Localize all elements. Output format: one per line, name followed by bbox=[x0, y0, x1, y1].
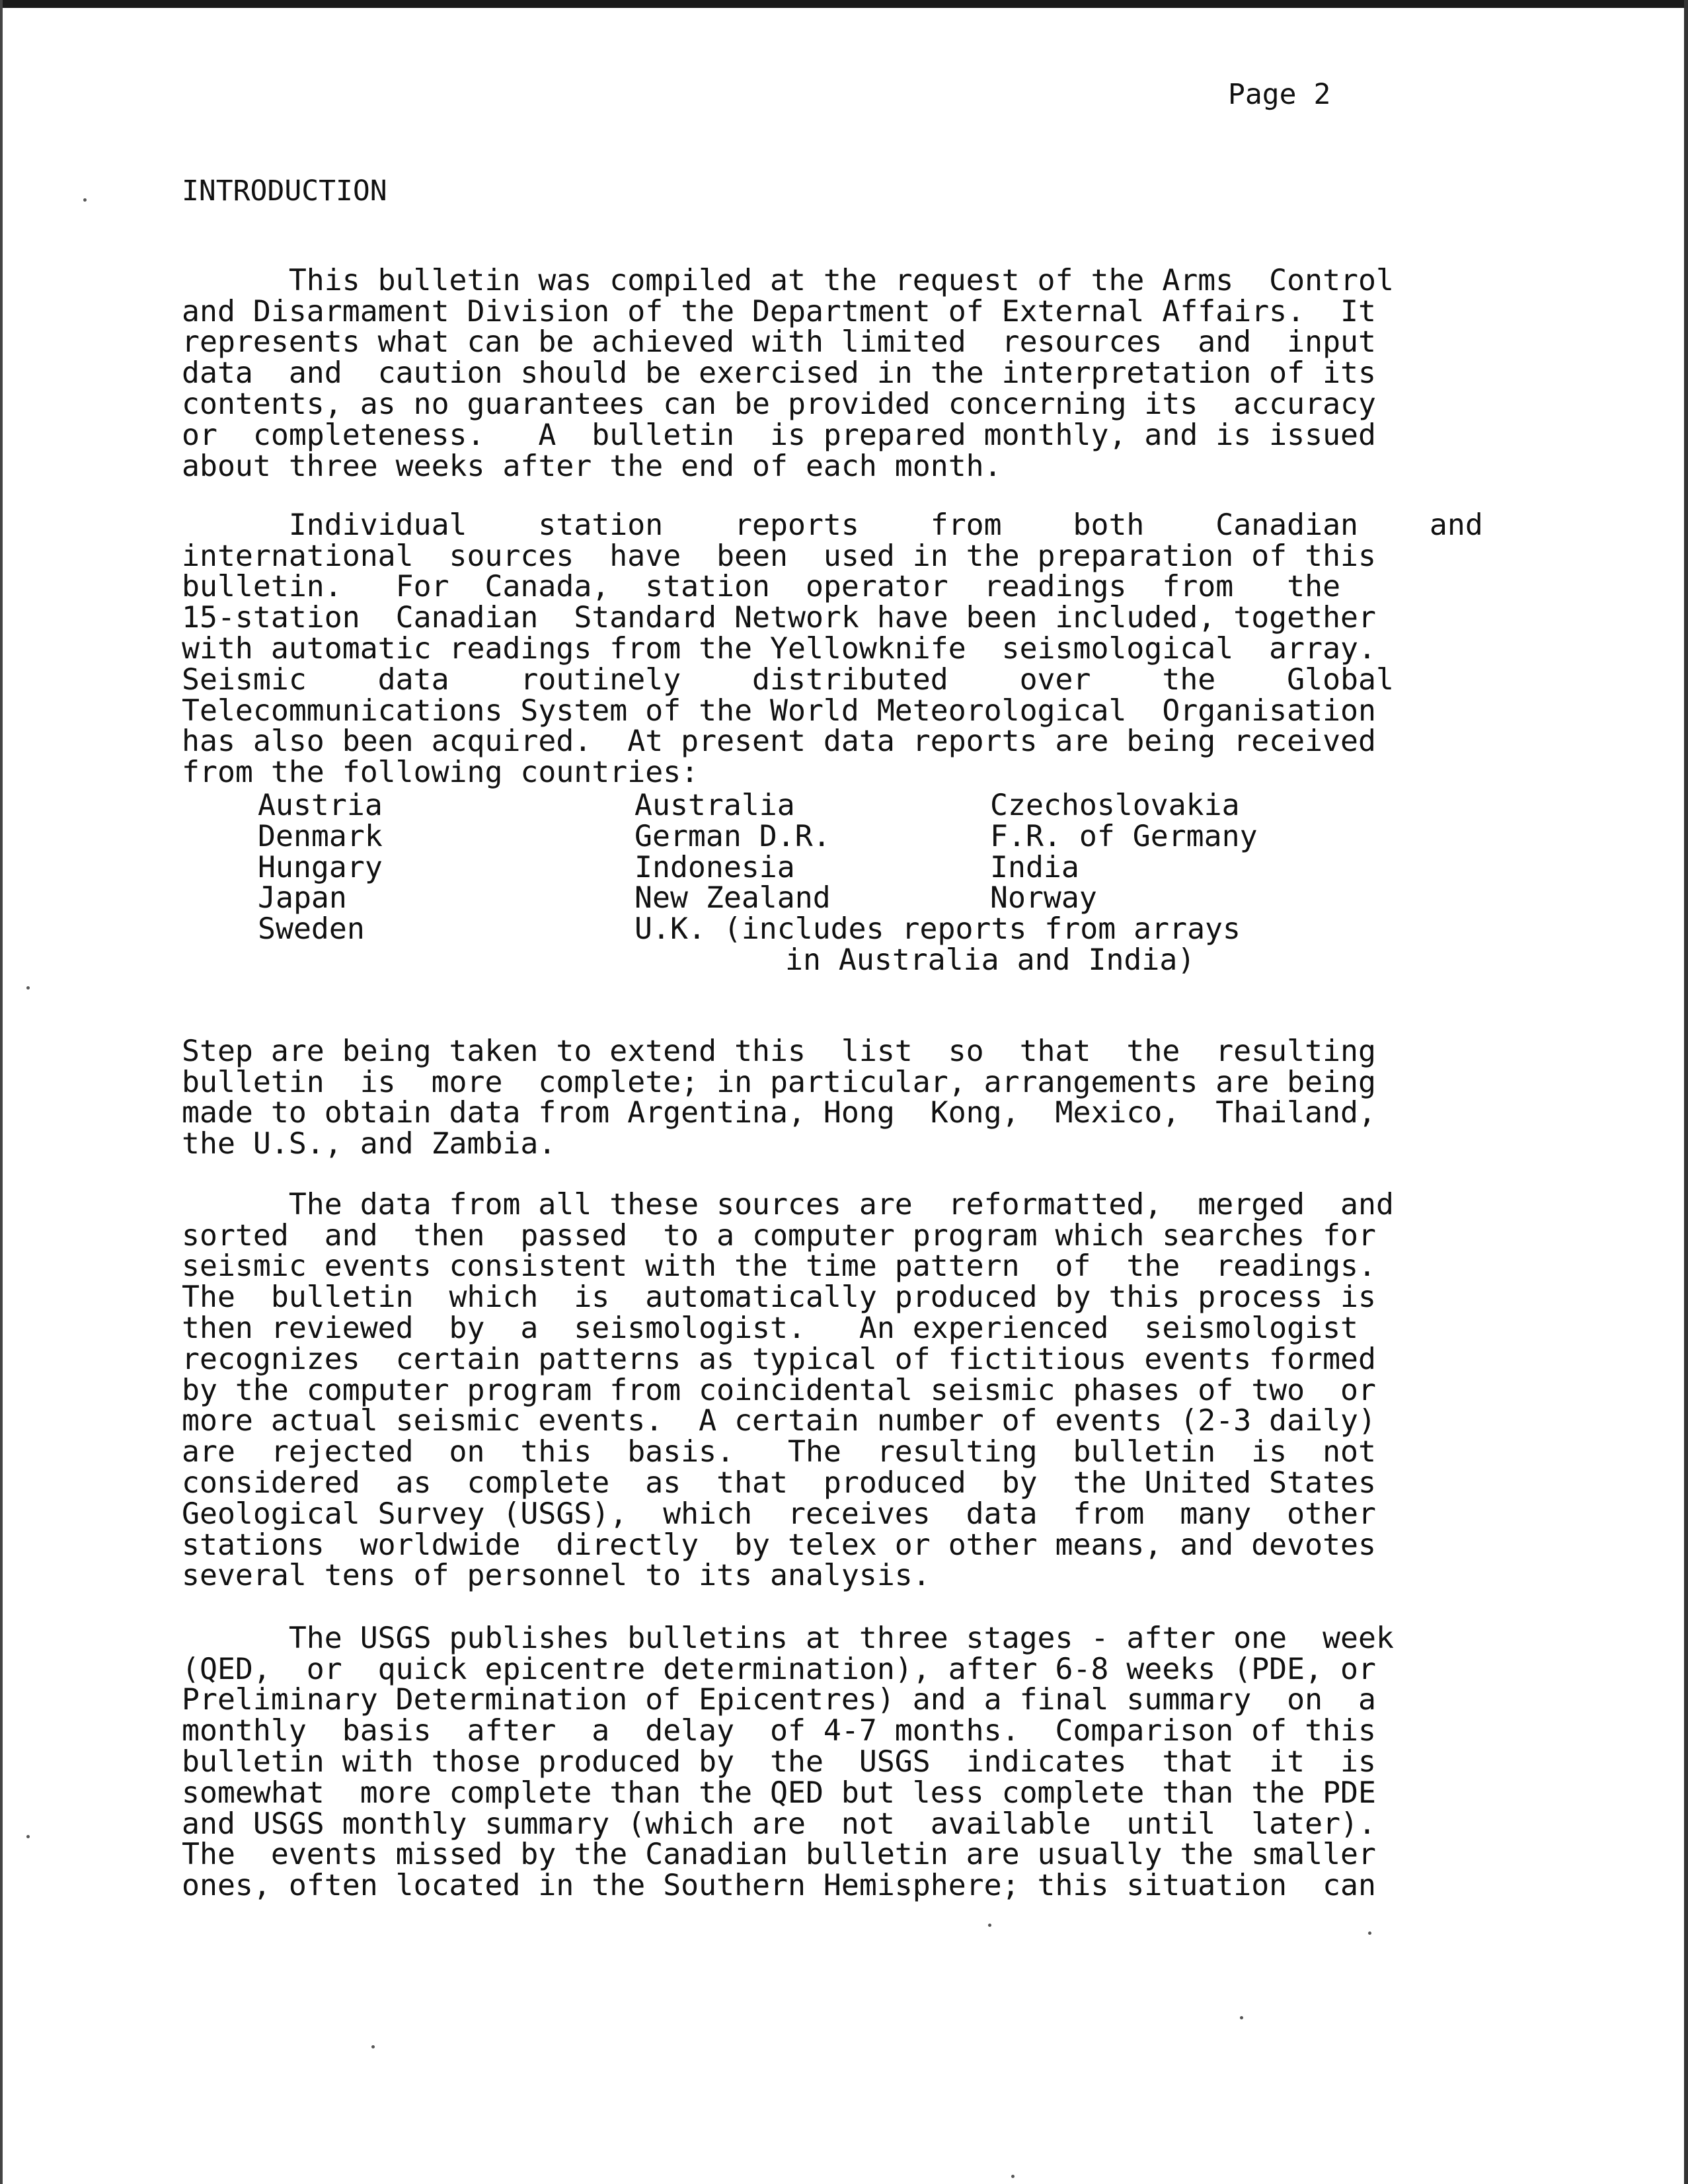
scan-border-left bbox=[0, 0, 3, 2184]
scan-speck bbox=[1368, 1931, 1371, 1935]
scan-speck bbox=[1240, 2016, 1243, 2019]
text-line: with automatic readings from the Yellowknife seismological array. bbox=[182, 630, 1376, 666]
text-line: somewhat more complete than the QED but less complete than the PDE bbox=[182, 1774, 1376, 1810]
country-name: Japan bbox=[258, 880, 347, 916]
text-line: bulletin. For Canada, station operator readings from the bbox=[182, 568, 1341, 604]
text-line: by the computer program from coincidental seismic phases of two or bbox=[182, 1372, 1376, 1407]
text-line: Geological Survey (USGS), which receives data from many other bbox=[182, 1495, 1376, 1531]
country-name: Denmark bbox=[258, 818, 383, 853]
scan-speck bbox=[988, 1924, 991, 1927]
scan-border-right bbox=[1684, 0, 1688, 2184]
text-line: more actual seismic events. A certain number of events (2-3 daily) bbox=[182, 1403, 1376, 1438]
text-line: several tens of personnel to its analysis. bbox=[182, 1557, 931, 1593]
text-line: are rejected on this basis. The resulting bulletin is not bbox=[182, 1434, 1376, 1469]
country-row bbox=[258, 882, 1447, 914]
country-name: F.R. of Germany bbox=[990, 818, 1258, 853]
text-line: The USGS publishes bulletins at three stages - after one week bbox=[182, 1619, 1394, 1655]
text-line: from the following countries: bbox=[182, 754, 699, 790]
paragraph-5 bbox=[182, 1592, 1443, 1932]
text-line: and USGS monthly summary (which are not available until later). bbox=[182, 1805, 1376, 1841]
paragraph-1 bbox=[182, 234, 1443, 512]
scan-speck bbox=[83, 198, 87, 202]
text-line: The bulletin which is automatically produced by this process is bbox=[182, 1279, 1376, 1315]
text-line: ones, often located in the Southern Hemisphere; this situation can bbox=[182, 1867, 1376, 1903]
text-line: Preliminary Determination of Epicentres) and a final summary on a bbox=[182, 1682, 1376, 1717]
section-heading: INTRODUCTION bbox=[182, 175, 387, 208]
text-line: Individual station reports from both Canadian and bbox=[182, 506, 1483, 542]
country-name: Austria bbox=[258, 787, 383, 822]
text-line: The data from all these sources are reformatted, merged and bbox=[182, 1186, 1394, 1222]
scan-speck bbox=[371, 2045, 375, 2048]
country-name-uk: U.K. (includes reports from arrays bbox=[634, 911, 1241, 946]
scan-border-top bbox=[0, 0, 1688, 8]
country-name: Czechoslovakia bbox=[990, 787, 1240, 822]
text-line: then reviewed by a seismologist. An experienced seismologist bbox=[182, 1309, 1359, 1345]
country-name: Norway bbox=[990, 880, 1097, 916]
country-row bbox=[258, 787, 1447, 822]
text-line: monthly basis after a delay of 4-7 months. Comparison of this bbox=[182, 1713, 1376, 1748]
country-row bbox=[258, 818, 1447, 853]
text-line: seismic events consistent with the time pattern of the readings. bbox=[182, 1248, 1376, 1284]
country-name: Australia bbox=[634, 787, 795, 822]
country-name: Hungary bbox=[258, 849, 383, 884]
country-row bbox=[258, 849, 1447, 884]
text-line: the U.S., and Zambia. bbox=[182, 1126, 556, 1161]
text-line: 15-station Canadian Standard Network have been included, together bbox=[182, 600, 1376, 635]
text-line: data and caution should be exercised in the interpretation of its bbox=[182, 355, 1376, 391]
text-line: (QED, or quick epicentre determination), after 6-8 weeks (PDE, or bbox=[182, 1651, 1376, 1686]
text-line: considered as complete as that produced by the United States bbox=[182, 1464, 1376, 1500]
text-line: sorted and then passed to a computer program which searches for bbox=[182, 1217, 1376, 1253]
text-line: bulletin with those produced by the USGS indicates that it is bbox=[182, 1743, 1376, 1779]
text-line: Telecommunications System of the World Meteorological Organisation bbox=[182, 692, 1376, 728]
text-line: Seismic data routinely distributed over the Global bbox=[182, 661, 1394, 697]
text-line: international sources have been used in the preparation of this bbox=[182, 537, 1376, 573]
paragraph-2 bbox=[182, 479, 1483, 822]
text-line: stations worldwide directly by telex or other means, and devotes bbox=[182, 1526, 1376, 1562]
country-note-continuation: in Australia and India) bbox=[785, 942, 1196, 977]
scan-speck bbox=[26, 1835, 30, 1838]
text-line: represents what can be achieved with limited resources and input bbox=[182, 324, 1376, 360]
text-line: or completeness. A bulletin is prepared monthly, and is issued bbox=[182, 416, 1376, 452]
text-line: and Disarmament Division of the Department of External Affairs. It bbox=[182, 293, 1376, 329]
text-line: made to obtain data from Argentina, Hong Kong, Mexico, Thailand, bbox=[182, 1095, 1376, 1130]
text-line: about three weeks after the end of each month. bbox=[182, 448, 1002, 483]
page-number: Page 2 bbox=[1228, 78, 1331, 111]
paragraph-4 bbox=[182, 1158, 1443, 1622]
text-line: Step are being taken to extend this list so that the resulting bbox=[182, 1033, 1376, 1068]
country-name: German D.R. bbox=[634, 818, 831, 853]
scan-speck bbox=[26, 986, 30, 990]
country-name: Sweden bbox=[258, 911, 365, 947]
text-line: has also been acquired. At present data reports are being received bbox=[182, 723, 1376, 759]
scan-speck bbox=[1011, 2175, 1015, 2178]
text-line: The events missed by the Canadian bulletin are usually the smaller bbox=[182, 1836, 1376, 1872]
text-line: bulletin is more complete; in particular, arrangements are being bbox=[182, 1064, 1376, 1099]
country-name: Indonesia bbox=[634, 849, 795, 884]
country-name: New Zealand bbox=[634, 880, 831, 916]
text-line: This bulletin was compiled at the request of the Arms Control bbox=[182, 262, 1394, 297]
text-line: contents, as no guarantees can be provided concerning its accuracy bbox=[182, 385, 1376, 421]
text-line: recognizes certain patterns as typical of fictitious events formed bbox=[182, 1341, 1376, 1376]
country-name: India bbox=[990, 849, 1079, 884]
